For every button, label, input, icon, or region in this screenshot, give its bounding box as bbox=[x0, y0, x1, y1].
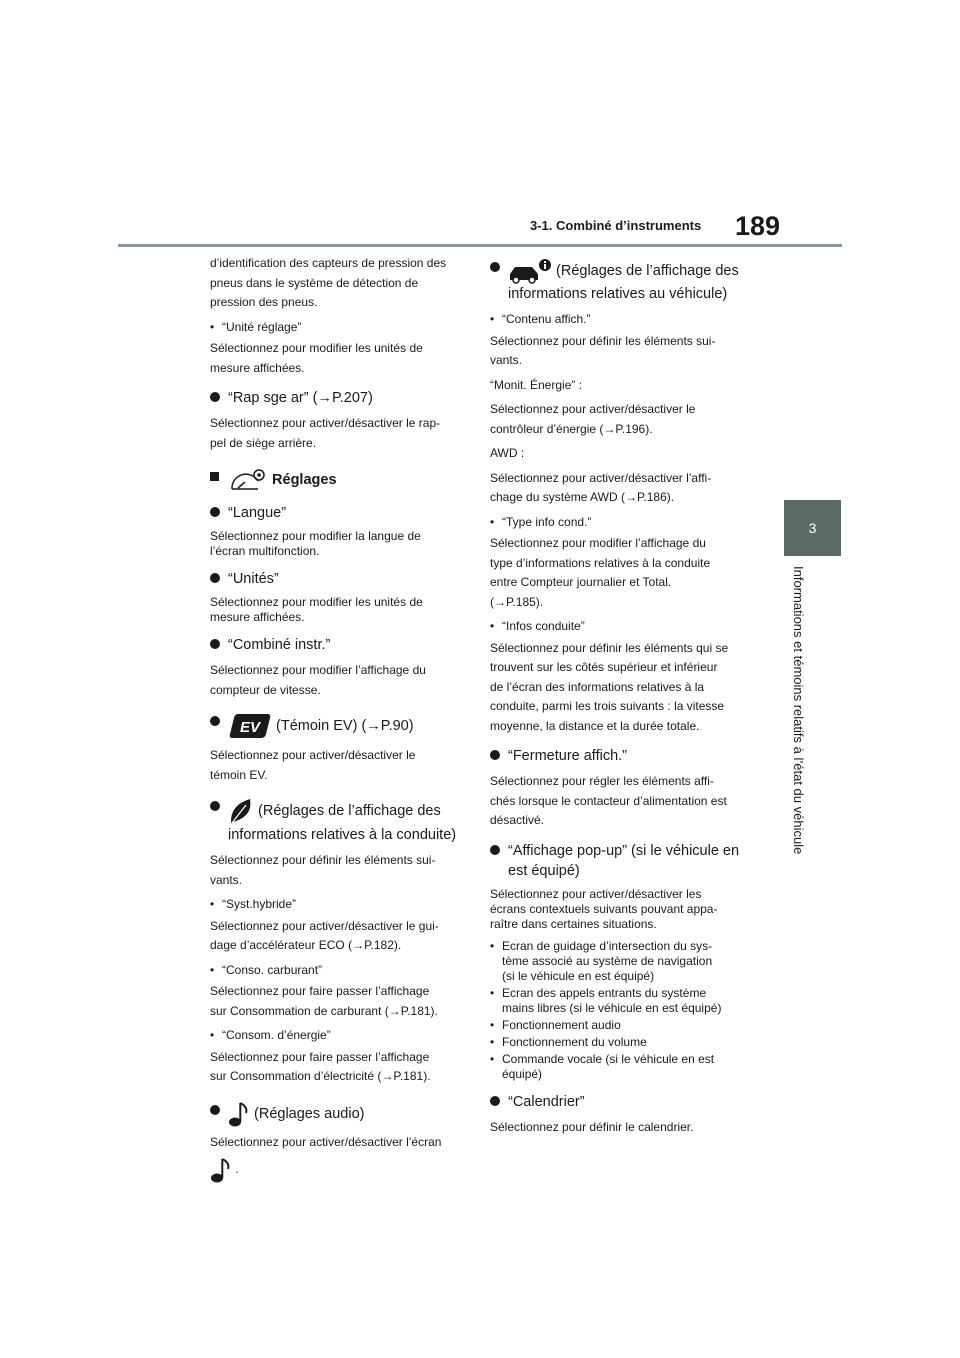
left-column bbox=[210, 254, 468, 1188]
item-unites: “Unités” bbox=[210, 569, 468, 589]
item-conduite-display: (Réglages de l’affichage des informations relatives à la conduite) bbox=[210, 797, 468, 845]
paragraph: Sélectionnez pour activer/désactiver l’écran bbox=[210, 1134, 442, 1149]
bullet-dot-icon bbox=[210, 801, 220, 811]
paragraph: Sélectionnez pour régler les éléments affi- chés lorsque le contacteur d’alimentation est désactivé. bbox=[490, 774, 727, 827]
paragraph: Sélectionnez pour activer/désactiver les écrans contextuels suivants pouvant appa- raître dans certaines situations. bbox=[490, 886, 718, 931]
paragraph: Sélectionnez pour définir les éléments qui se trouvent sur les côtés supérieur et inférieur de l’écran des informations relatives à la conduite, parmi les trois suivants : la vitesse moyenne, la distance et la durée totale. bbox=[490, 640, 729, 733]
bullet-dot-icon bbox=[210, 573, 220, 583]
ev-icon-text: EV bbox=[239, 719, 261, 736]
paragraph: Sélectionnez pour modifier la langue de l’écran multifonction. bbox=[210, 529, 421, 558]
chapter-number: 3 bbox=[808, 520, 817, 536]
bullet-unite-reglage: • “Unité réglage” bbox=[210, 318, 468, 338]
item-combine-instr: “Combiné instr.” bbox=[210, 635, 468, 655]
music-note-icon bbox=[210, 1157, 232, 1183]
paragraph: Sélectionnez pour activer/désactiver le témoin EV. bbox=[210, 748, 416, 782]
item-temoin-ev: EV (Témoin EV) (→P.90) bbox=[210, 712, 468, 740]
item-affichage-popup: “Affichage pop-up” (si le véhicule en est équipé) bbox=[490, 841, 745, 881]
bullet-infos-conduite: • “Infos conduite” bbox=[490, 617, 745, 637]
paragraph: Sélectionnez pour activer/désactiver le rap- pel de siège arrière. bbox=[210, 416, 441, 450]
bullet-conso-carburant: • “Conso. carburant” bbox=[210, 961, 468, 981]
bullet-dot-icon bbox=[210, 639, 220, 649]
gauge-settings-icon bbox=[228, 467, 268, 493]
leaf-eco-icon bbox=[228, 797, 254, 825]
paragraph: . bbox=[210, 1157, 468, 1183]
paragraph: Sélectionnez pour modifier les unités de mesure affichées. bbox=[210, 341, 423, 375]
paragraph: Sélectionnez pour modifier les unités de mesure affichées. bbox=[210, 595, 423, 624]
right-column bbox=[490, 254, 745, 1142]
bullet-dot-icon bbox=[210, 392, 220, 402]
bullet-dot-icon bbox=[490, 845, 500, 855]
paragraph: Sélectionnez pour définir les éléments sui- vants. bbox=[490, 333, 716, 367]
item-vehicule-display: (Réglages de l’affichage des informations relatives au véhicule) bbox=[490, 258, 745, 304]
bullet-dot-icon bbox=[210, 1105, 220, 1115]
page-header bbox=[0, 0, 960, 250]
item-rap-sge-ar: “Rap sge ar” (→P.207) bbox=[210, 388, 468, 408]
bullet-contenu-affich: • “Contenu affich.” bbox=[490, 310, 745, 330]
item-fermeture-affich: “Fermeture affich.” bbox=[490, 746, 745, 766]
paragraph: d’identification des capteurs de pression des pneus dans le système de détection de pression des pneus. bbox=[210, 256, 447, 309]
paragraph: Sélectionnez pour activer/désactiver le contrôleur d’énergie (→P.196). bbox=[490, 402, 696, 436]
bullet-type-info-cond: • “Type info cond.” bbox=[490, 513, 745, 533]
music-note-icon bbox=[228, 1101, 250, 1127]
chapter-tab bbox=[784, 500, 841, 556]
item-reglages-audio: (Réglages audio) bbox=[210, 1101, 468, 1127]
paragraph: Sélectionnez pour définir les éléments sui- vants. bbox=[210, 853, 436, 887]
paragraph: Sélectionnez pour modifier l’affichage du compteur de vitesse. bbox=[210, 663, 426, 697]
header-rule bbox=[118, 244, 842, 247]
paragraph: Sélectionnez pour activer/désactiver l’affi- chage du système AWD (→P.186). bbox=[490, 470, 712, 504]
page-number: 189 bbox=[735, 211, 781, 241]
item-langue: “Langue” bbox=[210, 503, 468, 523]
car-info-icon bbox=[508, 258, 552, 284]
paragraph: Sélectionnez pour définir le calendrier. bbox=[490, 1119, 694, 1134]
square-bullet-icon bbox=[210, 472, 219, 481]
bullet-dot-icon bbox=[490, 750, 500, 760]
paragraph: Sélectionnez pour faire passer l’affichage sur Consommation d’électricité (→P.181). bbox=[210, 1049, 431, 1083]
bullet-dot-icon bbox=[490, 1096, 500, 1106]
heading-reglages: Réglages bbox=[210, 467, 468, 493]
bullet-commande-vocale: • Commande vocale (si le véhicule en est équipé) bbox=[490, 1052, 745, 1082]
bullet-dot-icon bbox=[490, 262, 500, 272]
paragraph: Sélectionnez pour faire passer l’affichage sur Consommation de carburant (→P.181). bbox=[210, 984, 438, 1018]
bullet-consom-energie: • “Consom. d’énergie” bbox=[210, 1026, 468, 1046]
chapter-label: Informations et témoins relatifs à l’état du véhicule bbox=[791, 566, 806, 855]
item-calendrier: “Calendrier” bbox=[490, 1092, 745, 1112]
paragraph: “Monit. Énergie” : bbox=[490, 377, 583, 392]
paragraph: AWD : bbox=[490, 446, 525, 460]
bullet-dot-icon bbox=[210, 716, 220, 726]
ev-indicator-icon bbox=[228, 712, 272, 740]
bullet-fonctionnement-volume: • Fonctionnement du volume bbox=[490, 1035, 745, 1050]
bullet-dot-icon bbox=[210, 507, 220, 517]
bullet-ecran-guidage: • Ecran de guidage d’intersection du sys- tème associé au système de navigation (si le véhicule en est équipé) bbox=[490, 939, 745, 984]
paragraph: Sélectionnez pour activer/désactiver le gui- dage d’accélérateur ECO (→P.182). bbox=[210, 918, 439, 952]
bullet-fonctionnement-audio: • Fonctionnement audio bbox=[490, 1018, 745, 1033]
section-title: 3-1. Combiné d’instruments bbox=[530, 218, 702, 233]
bullet-ecran-appels: • Ecran des appels entrants du système mains libres (si le véhicule en est équipé) bbox=[490, 986, 745, 1016]
bullet-syst-hybride: • “Syst.hybride” bbox=[210, 895, 468, 915]
paragraph: Sélectionnez pour modifier l’affichage du type d’informations relatives à la conduite entre Compteur journalier et Total. (→P.185). bbox=[490, 536, 711, 609]
